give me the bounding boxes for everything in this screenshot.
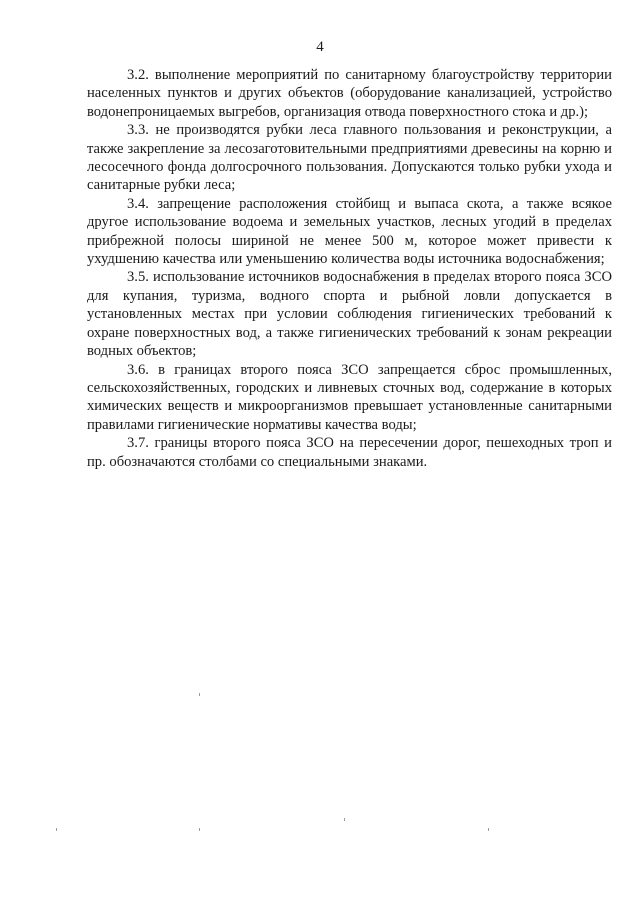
paragraph-3-4: 3.4. запрещение расположения стойбищ и выпаса скота, а также всякое другое использование водоема и земельных участков, лесных угодий в пределах прибрежной полосы шириной не менее 500 м, которое может привести к ухудшению качества или уменьшению количества воды источника водоснабжения; [87, 195, 612, 268]
scan-speck [199, 693, 200, 696]
scan-speck [344, 818, 345, 821]
page-number: 4 [316, 39, 324, 55]
scan-speck [488, 828, 489, 831]
scan-speck [56, 828, 57, 831]
scan-speck [199, 828, 200, 831]
paragraph-3-2: 3.2. выполнение мероприятий по санитарному благоустройству территории населенных пунктов и других объектов (оборудование канализацией, устройство водонепроницаемых выгребов, организация отвода поверхностного стока и др.); [87, 67, 612, 120]
paragraph-3-6: 3.6. в границах второго пояса ЗСО запрещается сброс промышленных, сельскохозяйственных, городских и ливневых сточных вод, содержание в которых химических веществ и микроорганизмов превышает установленные санитарными правилами гигиенические нормативы качества воды; [87, 361, 612, 433]
paragraph-3-7: 3.7. границы второго пояса ЗСО на пересечении дорог, пешеходных троп и пр. обозначаются столбами со специальными знаками. [87, 435, 612, 470]
paragraph-3-3: 3.3. не производятся рубки леса главного пользования и реконструкции, а также закрепление за лесозаготовительными предприятиями древесины на корню и лесосечного фонда долгосрочного пользования. Допускаются только рубки ухода и санитарные рубки леса; [87, 122, 612, 194]
paragraph-3-5: 3.5. использование источников водоснабжения в пределах второго пояса ЗСО для купания, туризма, водного спорта и рыбной ловли допускается в установленных местах при условии соблюдения гигиенических требований к охране поверхностных вод, а также гигиенических требований к зонам рекреации водных объектов; [87, 269, 612, 360]
document-body [87, 66, 612, 471]
